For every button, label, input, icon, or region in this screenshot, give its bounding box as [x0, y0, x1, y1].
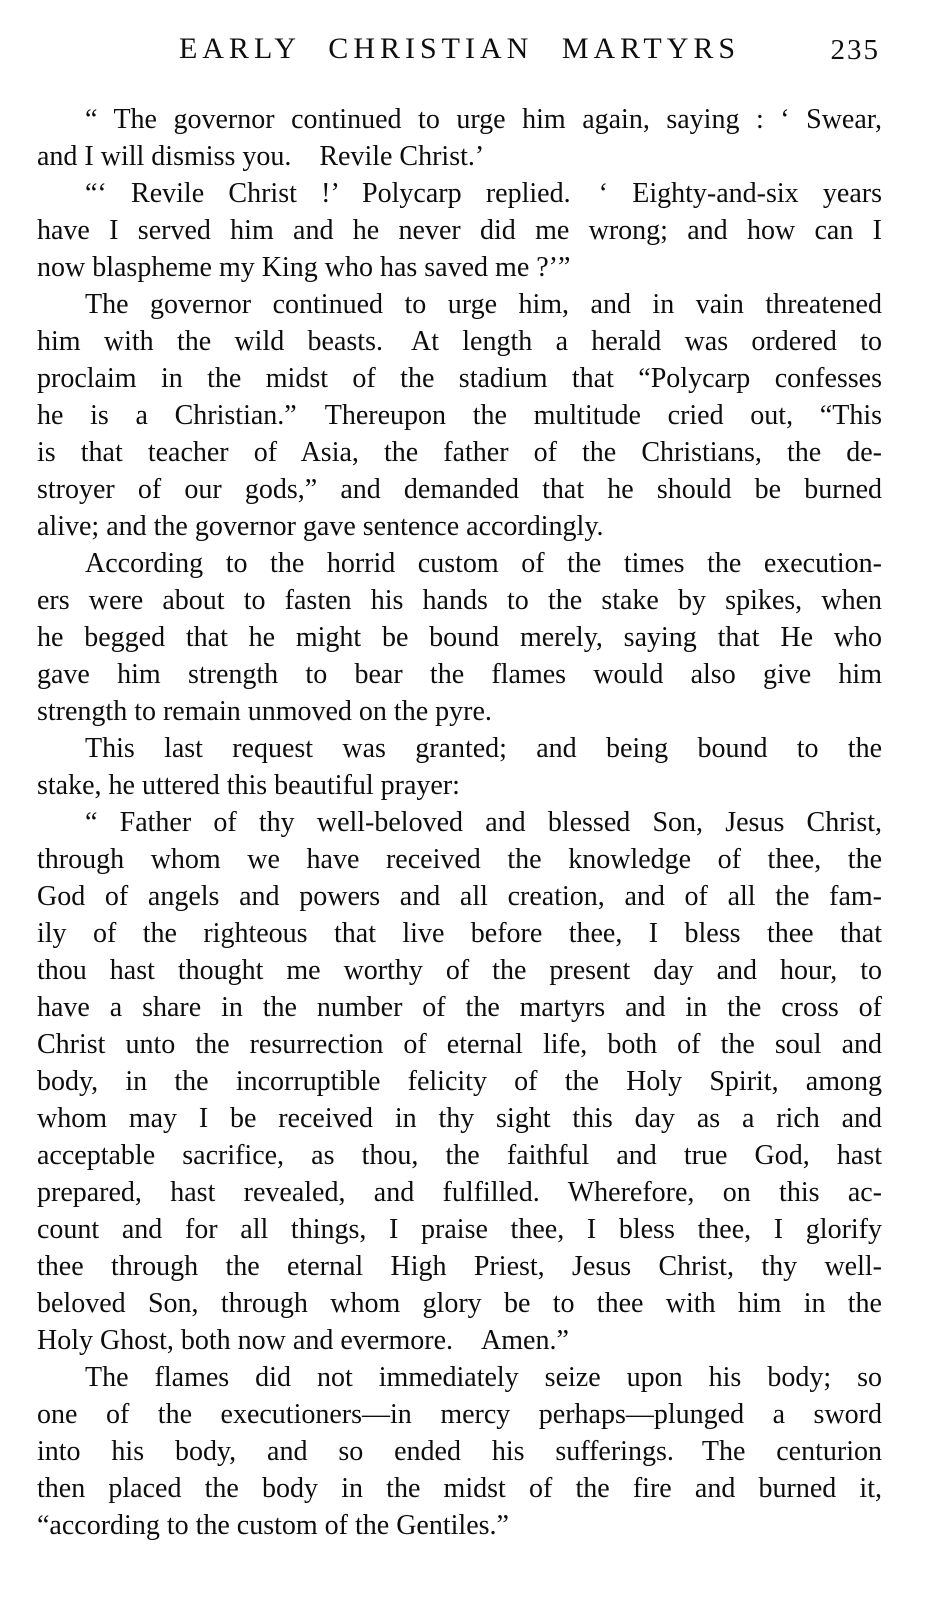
text-line: thee through the eternal High Priest, Jesus Christ, thy well-	[37, 1251, 882, 1282]
text-line: God of angels and powers and all creation, and of all the fam-	[37, 881, 882, 912]
paragraph	[37, 175, 882, 286]
text-line: stroyer of our gods,” and demanded that he should be burned	[37, 474, 882, 505]
paragraph	[37, 286, 882, 545]
page-body	[37, 101, 882, 1544]
text-line: body, in the incorruptible felicity of the Holy Spirit, among	[37, 1066, 882, 1097]
text-line: stake, he uttered this beautiful prayer:	[37, 770, 460, 801]
text-line: count and for all things, I praise thee, I bless thee, I glorify	[37, 1214, 882, 1245]
text-line: now blaspheme my King who has saved me ?’”	[37, 252, 571, 283]
text-line: prepared, hast revealed, and fulfilled. Wherefore, on this ac-	[37, 1177, 882, 1208]
text-line: “‘ Revile Christ !’ Polycarp replied. ‘ Eighty-and-six years	[85, 178, 882, 209]
text-line: “ The governor continued to urge him again, saying : ‘ Swear,	[85, 104, 882, 135]
text-line: acceptable sacrifice, as thou, the faithful and true God, hast	[37, 1140, 882, 1171]
text-line: him with the wild beasts. At length a herald was ordered to	[37, 326, 882, 357]
text-line: This last request was granted; and being bound to the	[85, 733, 882, 764]
text-line: gave him strength to bear the flames would also give him	[37, 659, 882, 690]
text-line: have I served him and he never did me wrong; and how can I	[37, 215, 882, 246]
paragraph	[37, 101, 882, 175]
running-head-title: EARLY CHRISTIAN MARTYRS	[178, 32, 741, 65]
text-line: According to the horrid custom of the times the execution-	[85, 548, 882, 579]
text-line: The flames did not immediately seize upon his body; so	[85, 1362, 882, 1393]
text-line: ily of the righteous that live before thee, I bless thee that	[37, 918, 882, 949]
text-line: strength to remain unmoved on the pyre.	[37, 696, 492, 727]
text-line: one of the executioners—in mercy perhaps—plunged a sword	[37, 1399, 882, 1430]
text-line: The governor continued to urge him, and in vain threatened	[85, 289, 882, 320]
text-line: ers were about to fasten his hands to the stake by spikes, when	[37, 585, 882, 616]
text-line: proclaim in the midst of the stadium that “Polycarp confesses	[37, 363, 882, 394]
text-line: and I will dismiss you. Revile Christ.’	[37, 141, 485, 172]
paragraph	[37, 730, 882, 804]
text-line: Holy Ghost, both now and evermore. Amen.”	[37, 1325, 569, 1356]
text-line: whom may I be received in thy sight this day as a rich and	[37, 1103, 882, 1134]
text-line: he begged that he might be bound merely, saying that He who	[37, 622, 882, 653]
page-header	[37, 32, 882, 74]
paragraph	[37, 804, 882, 1359]
text-line: “according to the custom of the Gentiles.”	[37, 1510, 509, 1541]
paragraph	[37, 1359, 882, 1544]
text-line: is that teacher of Asia, the father of the Christians, the de-	[37, 437, 882, 468]
text-line: thou hast thought me worthy of the present day and hour, to	[37, 955, 882, 986]
paragraph	[37, 545, 882, 730]
text-line: through whom we have received the knowledge of thee, the	[37, 844, 882, 875]
text-line: “ Father of thy well-beloved and blessed Son, Jesus Christ,	[85, 807, 882, 838]
text-line: Christ unto the resurrection of eternal life, both of the soul and	[37, 1029, 882, 1060]
text-line: have a share in the number of the martyrs and in the cross of	[37, 992, 882, 1023]
text-line: he is a Christian.” Thereupon the multitude cried out, “This	[37, 400, 882, 431]
text-line: then placed the body in the midst of the fire and burned it,	[37, 1473, 882, 1504]
text-line: into his body, and so ended his sufferings. The centurion	[37, 1436, 882, 1467]
text-line: alive; and the governor gave sentence accordingly.	[37, 511, 604, 542]
text-line: beloved Son, through whom glory be to thee with him in the	[37, 1288, 882, 1319]
page-number: 235	[830, 34, 880, 66]
